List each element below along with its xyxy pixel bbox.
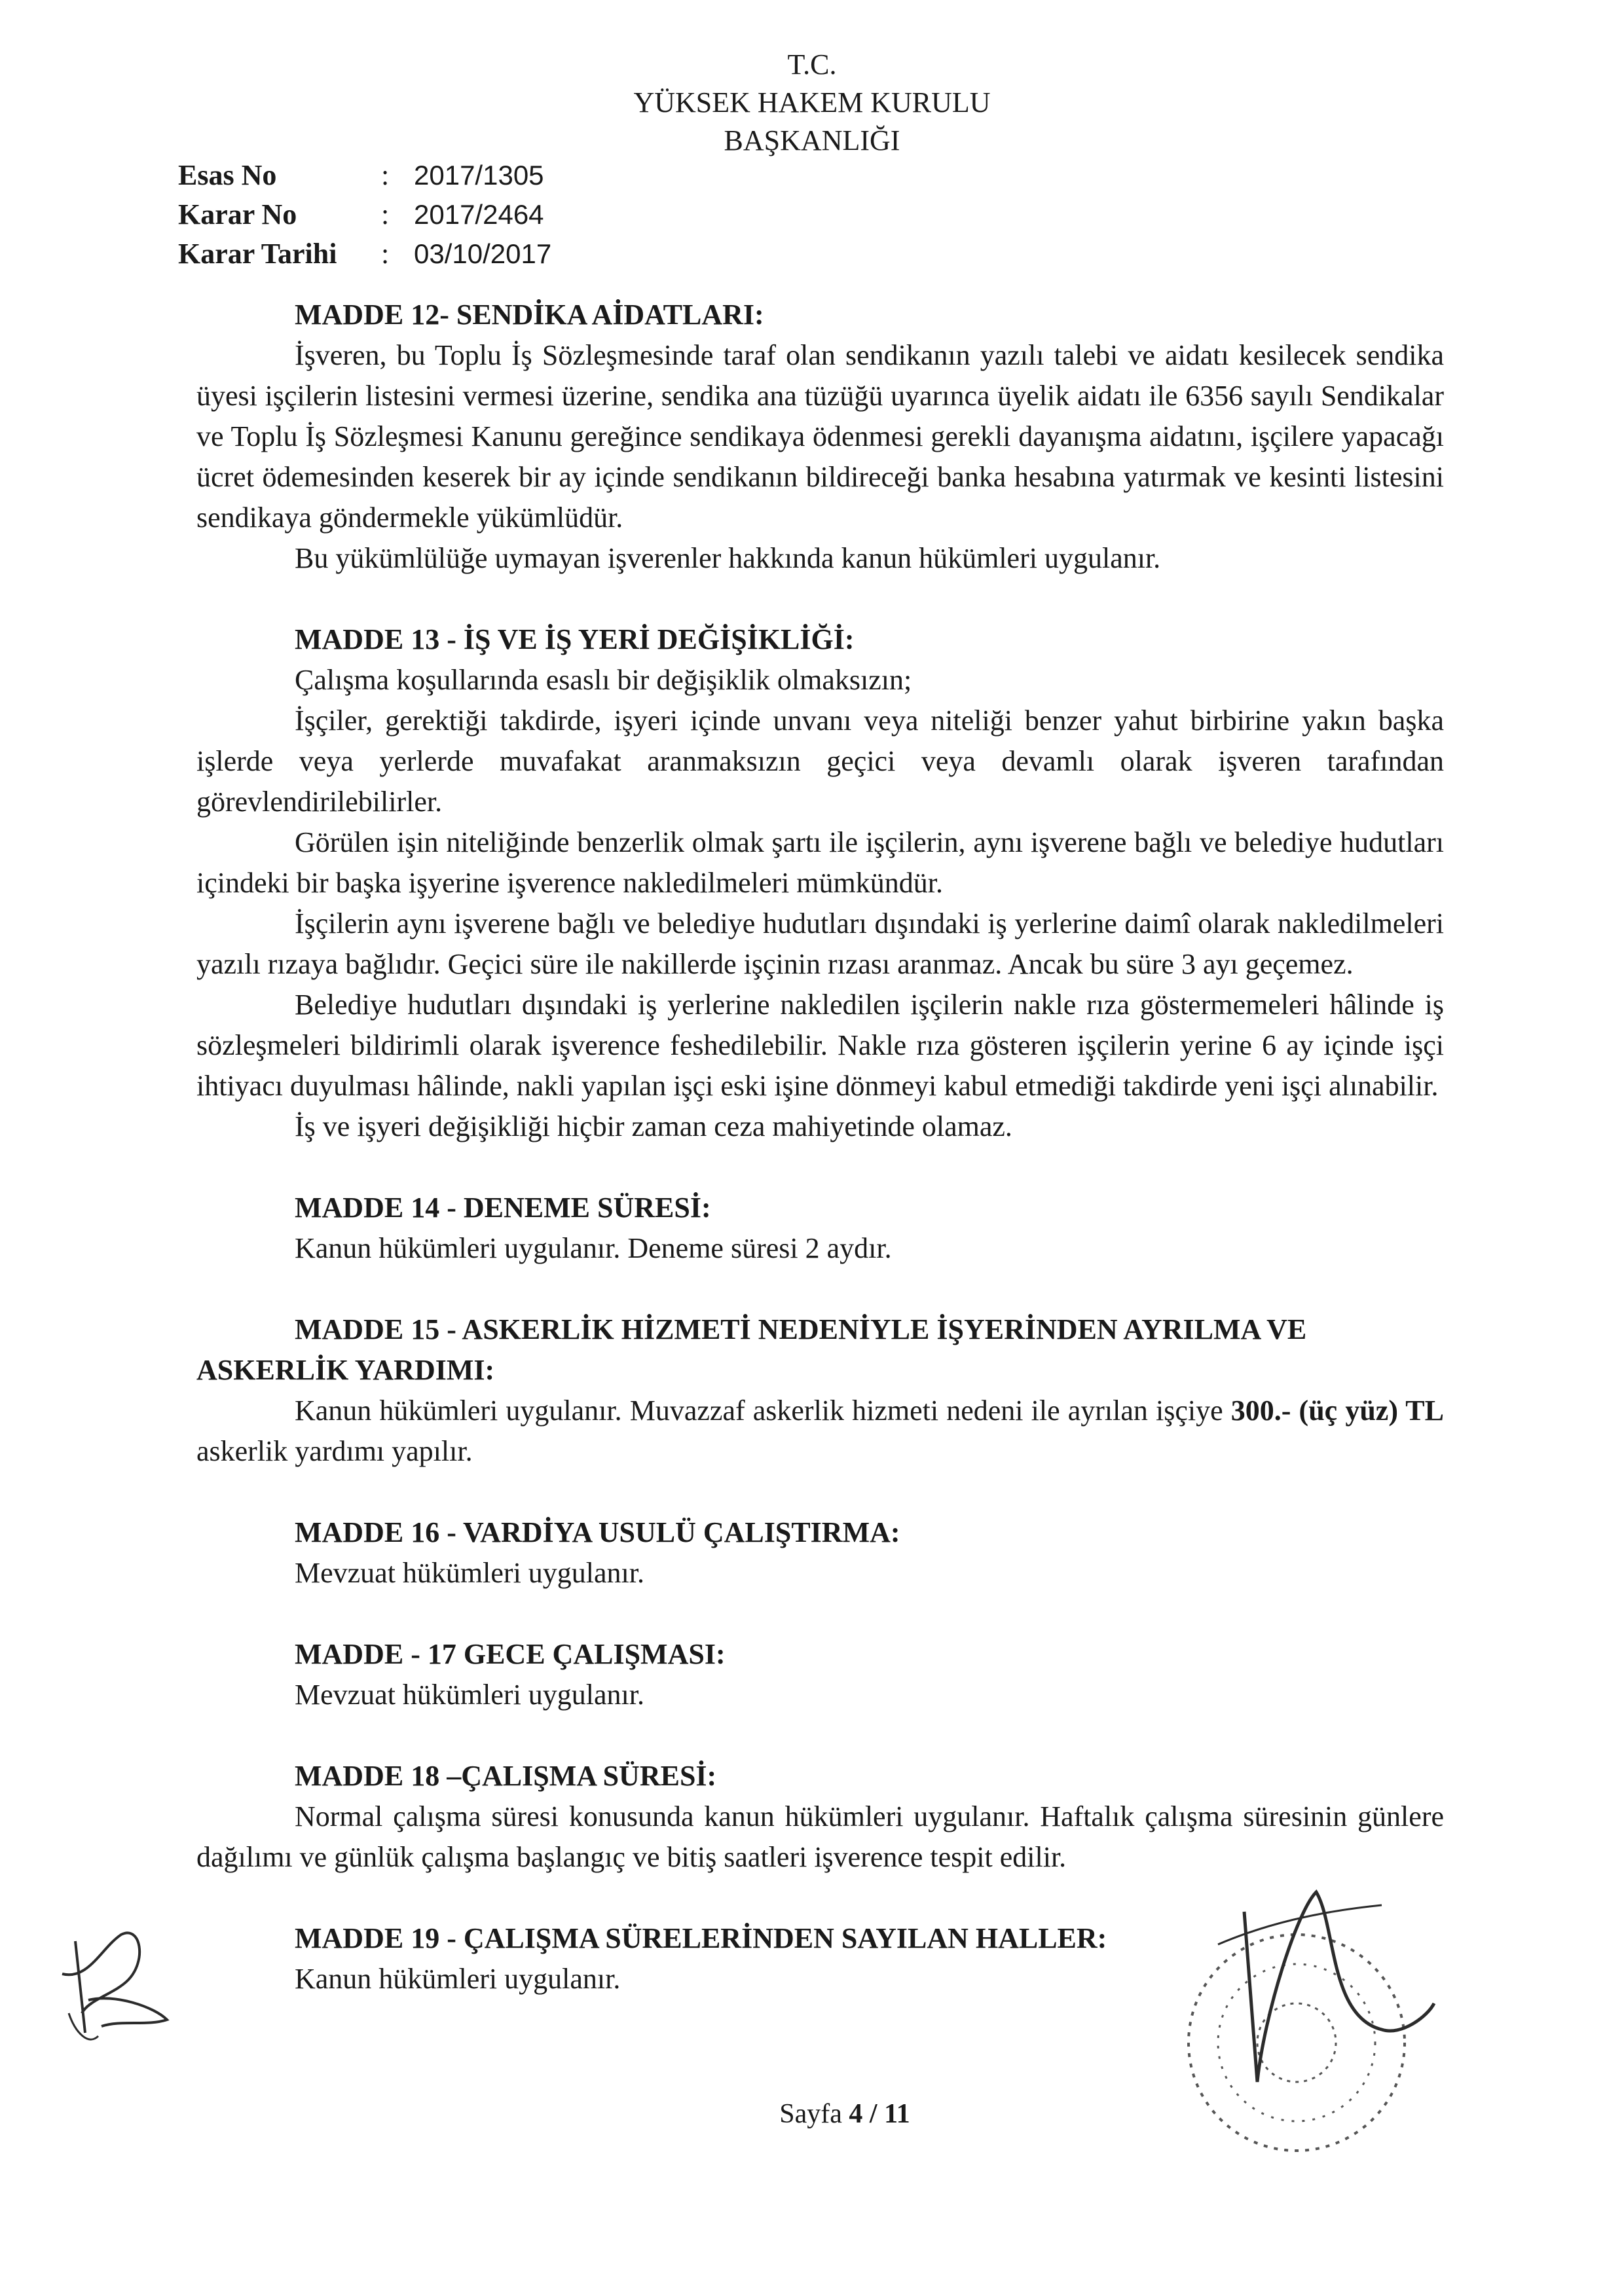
article-paragraph: Kanun hükümleri uygulanır. xyxy=(295,1963,621,1995)
page-number xyxy=(747,2098,943,2130)
meta-value: 03/10/2017 xyxy=(414,238,552,269)
header-line-3: BAŞKANLIĞI xyxy=(724,124,900,156)
article-18 xyxy=(196,1756,1444,1878)
article-paragraph: İş ve işyeri değişikliği hiçbir zaman ceza mahiyetinde olamaz. xyxy=(295,1110,1012,1142)
header-line-2: YÜKSEK HAKEM KURULU xyxy=(633,86,991,118)
article-13 xyxy=(196,619,1444,1147)
article-paragraph: Normal çalışma süresi konusunda kanun hükümleri uygulanır. Haftalık çalışma süresinin günlere dağılımı ve günlük çalışma başlangıç ve bitiş saatleri işverence tespit edilir. xyxy=(196,1800,1444,1873)
article-paragraph: Bu yükümlülüğe uymayan işverenler hakkında kanun hükümleri uygulanır. xyxy=(295,542,1161,574)
page-prefix: Sayfa xyxy=(779,2099,842,2129)
article-17 xyxy=(196,1634,1444,1715)
page-total: 11 xyxy=(884,2099,910,2129)
article-paragraph: İşçilerin aynı işverene bağlı ve belediye hudutları dışındaki iş yerlerine daimî olarak nakledilmeleri yazılı rızaya bağlıdır. Geçici süre ile nakillerde işçinin rızası aranmaz. Ancak bu süre 3 ayı geçemez. xyxy=(196,907,1444,980)
meta-label: Karar Tarihi xyxy=(178,238,337,270)
page-current: 4 xyxy=(849,2099,863,2129)
article-heading: MADDE 15 - ASKERLİK HİZMETİ NEDENİYLE İŞYERİNDEN AYRILMA VE ASKERLİK YARDIMI: xyxy=(196,1313,1307,1386)
meta-label: Esas No xyxy=(178,159,277,191)
article-16 xyxy=(196,1512,1444,1594)
header-line-1: T.C. xyxy=(787,48,837,81)
meta-row-esas xyxy=(178,156,551,195)
meta-value: 2017/2464 xyxy=(414,199,544,230)
article-paragraph: Mevzuat hükümleri uygulanır. xyxy=(295,1679,644,1711)
meta-row-tarih xyxy=(178,234,551,274)
paragraph-text: askerlik yardımı yapılır. xyxy=(196,1435,473,1467)
article-heading: MADDE 13 - İŞ VE İŞ YERİ DEĞİŞİKLİĞİ: xyxy=(295,623,855,655)
meta-colon: : xyxy=(381,198,390,230)
article-paragraph: Kanun hükümleri uygulanır. Deneme süresi 2 aydır. xyxy=(295,1232,892,1264)
meta-colon: : xyxy=(381,159,390,191)
article-paragraph: İşçiler, gerektiği takdirde, işyeri içinde unvanı veya niteliği benzer yahut birbirine yakın başka işlerde veya yerlerde muvafakat aranmaksızın geçici veya devamlı olarak işveren tarafından görevlendirilebilirler. xyxy=(196,704,1444,818)
article-heading: MADDE 14 - DENEME SÜRESİ: xyxy=(295,1192,711,1224)
article-12 xyxy=(196,295,1444,579)
document-body xyxy=(196,295,1444,1999)
bold-amount: 300.- (üç yüz) TL xyxy=(1230,1394,1444,1427)
official-seal-icon xyxy=(1166,1886,1441,2160)
article-heading: MADDE 12- SENDİKA AİDATLARI: xyxy=(295,299,764,331)
meta-value: 2017/1305 xyxy=(414,160,544,191)
article-heading: MADDE 16 - VARDİYA USULÜ ÇALIŞTIRMA: xyxy=(295,1516,900,1548)
article-heading: MADDE 18 –ÇALIŞMA SÜRESİ: xyxy=(295,1760,717,1792)
article-14 xyxy=(196,1188,1444,1269)
article-paragraph: Belediye hudutları dışındaki iş yerlerine nakledilen işçilerin nakle rıza göstermemeleri hâlinde iş sözleşmeleri bildirimli olarak işverence feshedilebilir. Nakle rıza gösteren işçilerin yerine 6 ay içinde işçi ihtiyacı duyulması hâlinde, nakli yapılan işçi eski işine dönmeyi kabul etmediği takdirde yeni işçi alınabilir. xyxy=(196,989,1444,1102)
meta-colon: : xyxy=(381,238,390,270)
article-15 xyxy=(196,1309,1444,1472)
article-heading: MADDE 19 - ÇALIŞMA SÜRELERİNDEN SAYILAN HALLER: xyxy=(295,1922,1107,1954)
article-paragraph: Çalışma koşullarında esaslı bir değişiklik olmaksızın; xyxy=(295,664,912,696)
article-paragraph: Görülen işin niteliğinde benzerlik olmak şartı ile işçilerin, aynı işverene bağlı ve belediye hudutları içindeki bir başka işyerine işverence nakledilmeleri mümkündür. xyxy=(196,826,1444,899)
meta-row-karar xyxy=(178,195,551,234)
article-heading: MADDE - 17 GECE ÇALIŞMASI: xyxy=(295,1638,726,1670)
case-metadata xyxy=(178,156,551,274)
handwritten-initials-icon xyxy=(49,1922,180,2052)
paragraph-text: Kanun hükümleri uygulanır. Muvazzaf askerlik hizmeti nedeni ile ayrılan işçiye xyxy=(295,1394,1231,1427)
page-separator: / xyxy=(869,2099,877,2129)
article-paragraph: İşveren, bu Toplu İş Sözleşmesinde taraf olan sendikanın yazılı talebi ve aidatı kesilecek sendika üyesi işçilerin listesini vermesi üzerine, sendika ana tüzüğü uyarınca üyelik aidatı ile 6356 sayılı Sendikalar ve Toplu İş Sözleşmesi Kanunu gereğince sendikaya ödenmesi gerekli dayanışma aidatını, işçilere yapacağı ücret ödemesinden keserek bir ay içinde sendikanın bildireceği banka hesabına yatırmak ve kesinti listesini sendikaya göndermekle yükümlüdür. xyxy=(196,339,1444,534)
institution-header xyxy=(458,46,1166,160)
article-paragraph xyxy=(196,1391,1444,1472)
article-paragraph: Mevzuat hükümleri uygulanır. xyxy=(295,1557,644,1589)
meta-label: Karar No xyxy=(178,198,297,230)
